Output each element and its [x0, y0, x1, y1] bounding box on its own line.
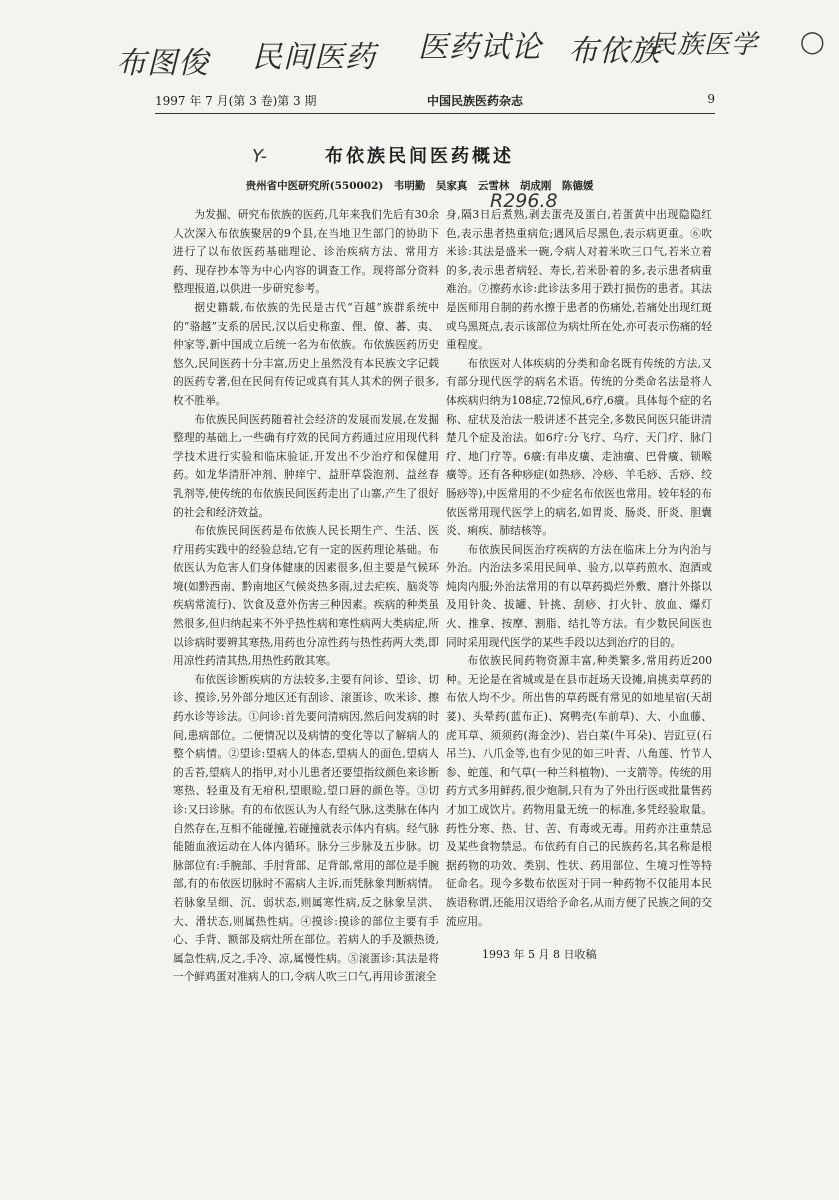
- header-rule: [155, 113, 715, 114]
- call-number-handwritten: R296.8: [490, 190, 558, 212]
- paragraph: 布依医诊断疾病的方法较多,主要有问诊、望诊、切诊、摸诊,另外部分地区还有刮诊、滚蛋诊、吹米诊、擦药水诊等诊法。①问诊:首先要问清病因,然后问发病的时间,患病部位。二便情况以及病情的变化等以了解病人的整个病情。②望诊:望病人的体态,望病人的面色,望病人的舌苔,望病人的指甲,对小儿患者还要望指纹颜色来诊断寒热、轻重及有无疳积,望眼睑,望口唇的颜色等。③切诊:又曰诊脉。有的布依医认为人有经气脉,这类脉在体内自然存在,互相不能碰撞,若碰撞就表示体内有病。经气脉能随血液运动在人体内循环。脉分三步脉及五步脉。切脉部位有:手腕部、手肘背部、足背部,常用的部位是手腕部,有的布依医切脉时不需病人主诉,而凭脉象判断病情。若脉象呈细、沉、弱状态,则属寒性病,反之脉象呈洪、大、滑状态,则属热性病。④摸诊:摸诊的部位主要有手心、手背、额部及病灶所在部位。若病人的手及额热烫,属急性病,反之,手冷、凉,属慢性病。⑤滚蛋诊:其法是将一个鲜鸡蛋对准病人的口,令病人吹三口气,再用诊蛋滚全: [173, 672, 439, 984]
- page-number: 9: [707, 92, 715, 106]
- handwritten-note-1: 布图俊: [116, 46, 209, 81]
- handwritten-note-2: 民间医药: [252, 40, 376, 75]
- journal-name: 中国民族医药杂志: [427, 94, 524, 108]
- paragraph: 据史籍载,布依族的先民是古代“百越”族群系统中的“骆越”支系的居民,汉以后史称蛮、俚、僚、蕃、夷、仲家等,新中国成立后统一名为布依族。布依族医药历史悠久,民间医药十分丰富,历史上虽然没有本民族文字记载的医药专著,但在民间有传记或真有其人其术的例子很多,枚不胜举。: [173, 300, 439, 407]
- handwritten-note-4: 布依族: [568, 34, 661, 69]
- title-handwritten-mark: Y-: [252, 146, 268, 167]
- article-title: 布依族民间医药概述: [325, 146, 514, 167]
- paragraph: 身,隔3日后煮熟,剥去蛋壳及蛋白,若蛋黄中出现隐隐红色,表示患者热重病危;遇风后尽黑色,表示病更重。⑥吹米诊:其法是盛米一碗,令病人对着米吹三口气,若米立着的多,表示患者病轻、寿长,若米卧着的多,表示患者病重难治。⑦擦药水诊:此诊法多用于跌打损伤的患者。其法是医师用自制的药水擦于患者的伤痛处,若痛处出现红斑或乌黑斑点,表示该部位为病灶所在处,亦可表示伤痛的轻重程度。: [446, 208, 712, 352]
- paragraph: 布依族民间医药是布依族人民长期生产、生活、医疗用药实践中的经验总结,它有一定的医药理论基础。布依医认为危害人们身体健康的因素很多,但主要是气候环境(如黔西南、黔南地区气候炎热多雨,过去疟疾、脑炎等疾病常流行)、饮食及意外伤害三种因素。疾病的种类虽然很多,但归纳起来不外乎热性病和寒性病两大类病症,所以诊病时要辨其寒热,用药也分凉性药与热性药两大类,即用凉性药清其热,用热性药散其寒。: [173, 524, 439, 668]
- circled-mark-icon: ◯: [800, 30, 825, 55]
- handwritten-note-3: 医药试论: [418, 30, 542, 65]
- paragraph: 布依族民间医治疗疾病的方法在临床上分为内治与外治。内治法多采用民间单、验方,以草药煎水、泡酒或炖肉内服;外治法常用的有以草药捣烂外敷、磨汁外搽以及用针灸、拔罐、针挑、刮痧、打火针、放血、爆灯火、推拿、按摩、割脂、结扎等方法。有少数民间医也同时采用现代医学的某些手段以达到治疗的目的。: [446, 542, 712, 649]
- handwritten-note-5: 民族医学: [650, 30, 759, 60]
- paragraph: 布依族民间医药随着社会经济的发展而发展,在发掘整理的基础上,一些确有疗效的民间方药通过应用现代科学技术进行实验和临床验证,开发出不少治疗和保健用药。如龙华清肝冲剂、肿痒宁、益肝草袋泡剂、益丝春乳剂等,使传统的布依族民间医药走出了山寨,产生了很好的社会和经济效益。: [173, 412, 439, 519]
- right-column: [446, 206, 712, 931]
- paragraph: 为发掘、研究布依族的医药,几年来我们先后有30余人次深入布依族聚居的9个县,在当地卫生部门的协助下进行了以布依医药基础理论、诊治疾病方法、常用方药、现存抄本等为中心内容的调查工作。现将部分资料整理报道,以供进一步研究参考。: [173, 208, 439, 296]
- left-column: [173, 206, 439, 987]
- received-date: 1993 年 5 月 8 日收稿: [482, 948, 597, 961]
- issue-info: 1997 年 7 月(第 3 卷)第 3 期: [155, 94, 317, 108]
- paragraph: 布依医对人体疾病的分类和命名既有传统的方法,又有部分现代医学的病名术语。传统的分类命名法是将人体疾病归纳为108症,72惊风,6疗,6癀。具体每个症的名称、症状及治法一般讲述不甚完全,多数民间医只能讲清楚几个症及治法。如6疗:分飞疗、乌疗、天门疗、脉门疗、地门疗等。6癀:有串皮癀、走油癀、巴骨癀、锁喉癀等。还有各种痧症(如热痧、冷痧、羊毛痧、舌痧、绞肠痧等),中医常用的不少症名布依医也常用。较年轻的布依医常用现代医学上的病名,如胃炎、肠炎、肝炎、胆囊炎、痢疾、肺结核等。: [446, 356, 712, 538]
- paragraph: 布依族民间药物资源丰富,种类繁多,常用药近200种。无论是在省城或是在县市赶场天设摊,肩挑卖草药的布依人均不少。所出售的草药既有常见的如地星宿(天胡荽)、头晕药(蓝布正)、窝鸭壳(车前草)、大、小血藤、虎耳草、须须药(海金沙)、岩白菜(牛耳朵)、岩豇豆(石吊兰)、八爪金等,也有少见的如三叶青、八角莲、竹节人参、蛇莲、和气草(一种兰科植物)、一支箭等。传统的用药方式多用鲜药,很少炮制,只有为了外出行医或批量售药才加工成饮片。药物用量无统一的标准,多凭经验取量。药性分寒、热、甘、苦、有毒或无毒。用药亦注重禁忌及某些食物禁忌。布依药有自己的民族药名,其名称是根据药物的功效、类别、性状、药用部位、生境习性等特征命名。现今多数布依医对于同一种药物不仅能用本民族语称谓,还能用汉语给予命名,从而方便了民族之间的交流应用。: [446, 654, 712, 928]
- article-authors: 贵州省中医研究所(550002) 韦明勤 吴家真 云雪林 胡成刚 陈德媛: [245, 180, 594, 192]
